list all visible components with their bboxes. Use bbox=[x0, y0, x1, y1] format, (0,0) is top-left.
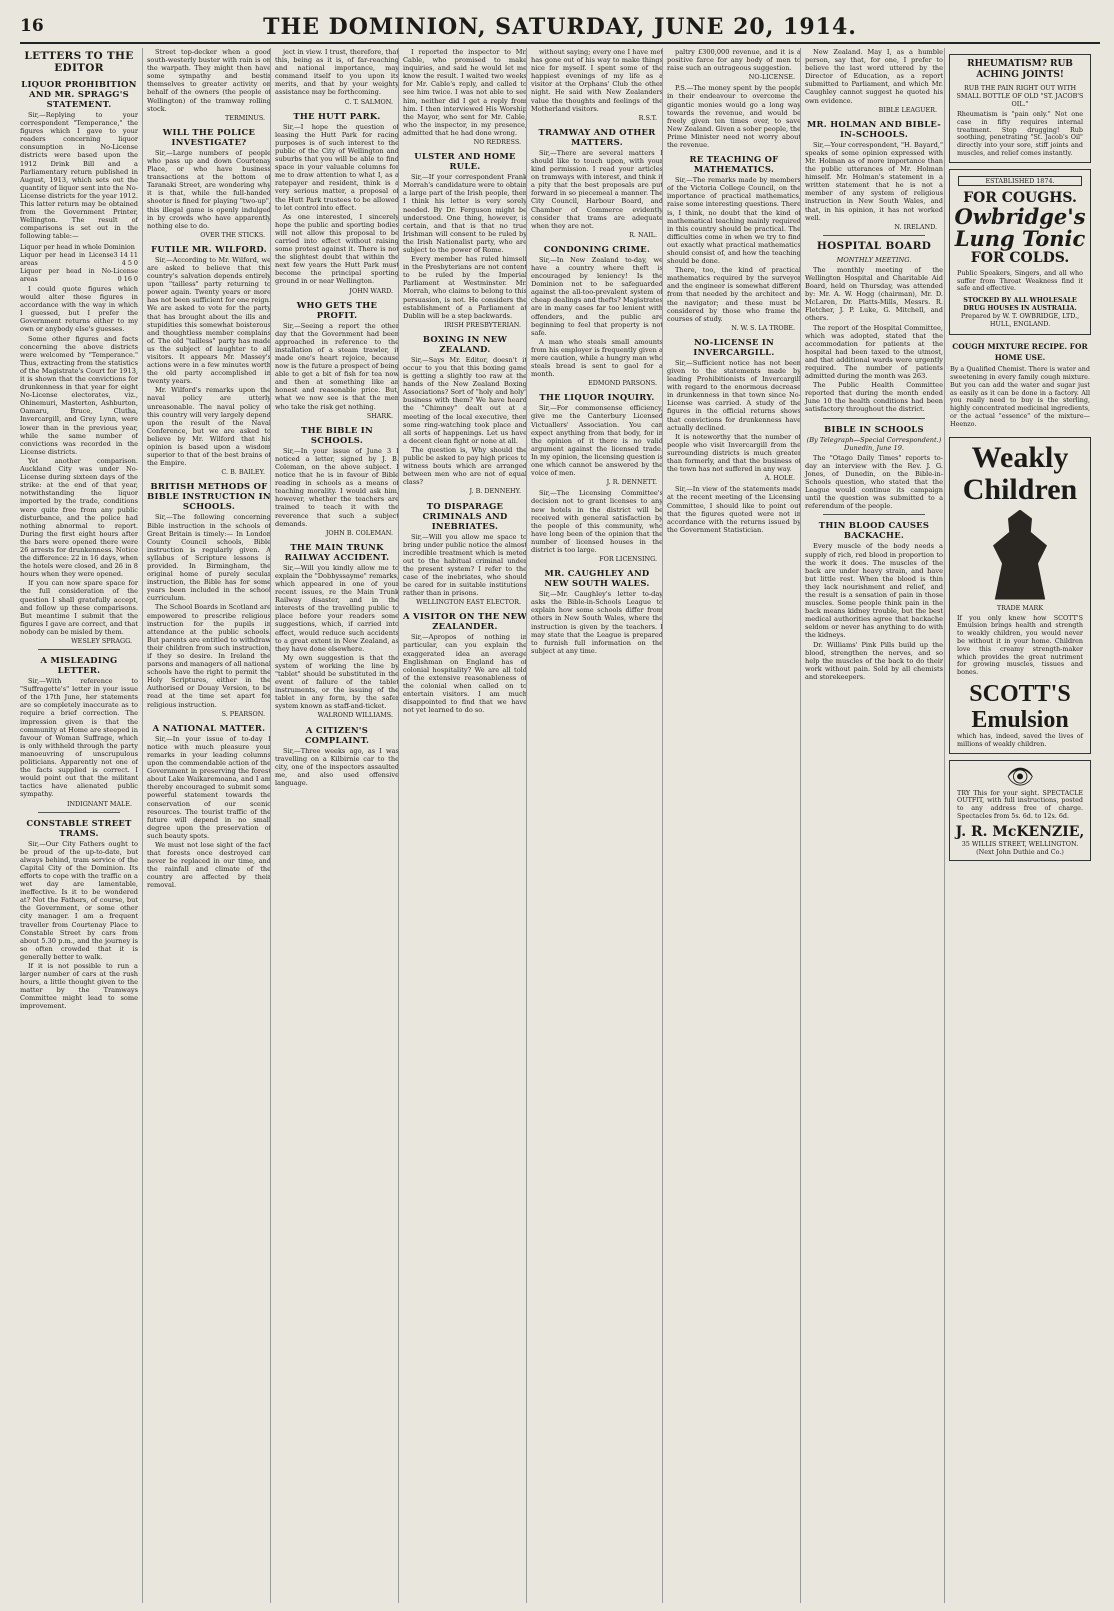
article-heading: A VISITOR ON THE NEW ZEALANDER. bbox=[403, 611, 527, 632]
section-title: LETTERS TO THE EDITOR bbox=[24, 50, 134, 74]
table-row: Liquor per head in whole Dominion 3 14 11 bbox=[20, 242, 138, 259]
paragraph: The monthly meeting of the Wellington Hospital and Charitable Aid Board, held on Thursday, was attended by: Mr. A. W. Hogg (chairman), Mr. D. McLaren, Dr. Platts-Mills, Messrs. R. Fletcher, J. P. Luke, G. Mitchell, and others. bbox=[805, 265, 943, 323]
article-heading: MR. HOLMAN AND BIBLE-IN-SCHOOLS. bbox=[806, 118, 942, 139]
ad-text: Prepared by W. T. OWBRIDGE, LTD., HULL, ENGLAND. bbox=[960, 312, 1080, 329]
paragraph: Sir,—If your correspondent Frank Morrah's candidature were to obtain a large part of the Irish people, then I think his letter is very sorely needed. By Dr. Ferguson might be understood. One thing, however, is certain, and that is that no true Irishman will consent to be ruled by the Irish Nationalist party, who are subject to the power of Rome. bbox=[403, 173, 527, 254]
paragraph: If it is not possible to run a larger number of cars at the rush hours, a little thought given to the matter by the Tramways Committee might lead to some improvement. bbox=[20, 962, 138, 1011]
divider bbox=[38, 812, 120, 813]
paragraph: P.S.—The money spent by the people in their endeavour to overcome the gigantic monies would go a long way towards the revenue, and would be freely given ten times over, to save New Zealand. Given a sober people, the Prime Minister need not worry about the revenue. bbox=[667, 84, 801, 150]
ad-for-colds: FOR COLDS. bbox=[970, 249, 1070, 266]
ad-optician-name: J. R. McKENZIE, bbox=[955, 823, 1085, 840]
trade-mark-label: TRADE MARK bbox=[996, 603, 1044, 612]
brand-name: Owbridge's Lung Tonic bbox=[954, 203, 1086, 251]
article-heading: WHO GETS THE PROFIT. bbox=[296, 299, 378, 320]
ad-title: Weakly Children bbox=[962, 440, 1078, 506]
signature: OVER THE STICKS. bbox=[200, 230, 265, 239]
paragraph: I reported the inspector to Mr. Cable, who promised to make inquiries, and said he would let me know the result. I waited two weeks for Mr. Cable's reply, and called to see him twice. I was not able to see him, neither did I get a reply from him. I then interviewed His Worship the Mayor, who sent for Mr. Cable, who the inspector, in my presence, admitted that he had done wrong. bbox=[403, 48, 527, 137]
paragraph: Every muscle of the body needs a supply of rich, red blood in proportion to the work it does. The muscles of the back are under heavy strain, and have but little rest. When the blood is thin they lack nourishment and relief, and the result is a sensation of pain in those muscles. Some people think pain in the back means kidney trouble, but the best medical authorities agree that backache seldom or never has anything to do with the kidneys. bbox=[805, 542, 943, 640]
article-heading: THE BIBLE IN SCHOOLS. bbox=[301, 424, 373, 445]
paragraph: I could quote figures which would alter these figures in accordance with the way in which I guessed, but I prefer the Government returns either to my own or anybody else's guesses. bbox=[20, 284, 138, 334]
divider bbox=[823, 418, 925, 419]
eye-icon: 👁 bbox=[1006, 764, 1034, 790]
signature: WALROND WILLIAMS. bbox=[317, 711, 393, 720]
ad-title: RHEUMATISM? RUB ACHING JOINTS! bbox=[967, 59, 1073, 80]
advertisement-column bbox=[944, 48, 1095, 1603]
paragraph: Sir,—Your correspondent, "H. Bayard," speaks of some opinion expressed with Mr. Holman as of more importance than the public utterances of Mr. Holman himself. Mr. Holman's statement in a written statement that he is not a member of any system of religious instruction in New South Wales, and that, in his opinion, it has not worked well. bbox=[805, 140, 943, 222]
rheumatism-ad bbox=[949, 54, 1091, 163]
paragraph: Sir,—There are several matters I should like to touch upon, with your kind permission. I read your articles on tramways with interest, and think it a pity that the best proposals are put forward in so piecemeal a manner. The City Council, Harbour Board, and Chamber of Commerce evidently consider that trams are adequate when they are not. bbox=[531, 148, 663, 230]
table-row: Liquor per head in No-License areas 0 16 0 bbox=[20, 266, 138, 283]
article-heading: ULSTER AND HOME RULE. bbox=[414, 151, 516, 172]
paragraph: without saying; every one I have met has gone out of his way to make things nice for myself. I spent some of the happiest evenings of my life as a visitor at the Orphans' Club the other night. He said with New Zealanders value the thoughts and feelings of the Motherland visitors. bbox=[531, 48, 663, 113]
paragraph: Sir,—For commonsense efficiency, give me the Canterbury Licensed Victuallers' Association. You can expect anything from that body, for in the opinion of it there is no valid argument against the licensed trade. In my opinion, the licensing question is one which cannot be answered by the voice of men. bbox=[531, 404, 663, 478]
paragraph: Sir,—Will you allow me space to bring under public notice the almost incredible treatment which is meted out to the habitual criminal under the present system? I refer to the case of the inebriates, who should be cared for in suitable institutions rather than in prisons. bbox=[403, 532, 527, 598]
signature: J. R. DENNETT. bbox=[606, 478, 657, 487]
paragraph: ject in view. I trust, therefore, that this, being as it is, of far-reaching and national importance, may command itself to you upon its merits, and that by your weighty assistance may be forthcoming. bbox=[275, 48, 399, 97]
column-3 bbox=[270, 48, 399, 1603]
signature: NO REDRESS. bbox=[473, 138, 521, 147]
paragraph: Sir,—Replying to your correspondent "Temperance," the figures which I gave to your readers concerning liquor consumption in No-License districts were based upon the 1912 Drink Bill and a Parliamentary return published in August, 1913, which sets out the quantity of liquor sent into the No-License districts for the year 1912. This latter return may be obtained from the Government Printer, Wellington. The result of comparisons is set out in the following table:— bbox=[20, 111, 138, 241]
paragraph: Sir,—In your issue of to-day I notice with much pleasure your remarks in your leading columns upon the commendable action of the Government in preserving the forest about Lake Waikaremoana, and I am thereby encouraged to submit some powerful statement towards the conservation of our scenic resources. The tourist traffic of the future will depend in no small degree upon the preservation of such beauty spots. bbox=[147, 734, 271, 840]
paragraph: Sir,—Mr. Caughley's letter to-day asks the Bible-in-Schools League to explain how some schools differ from others in New South Wales, where the instruction is given by the teachers. I may state that the League is prepared to furnish full information on the subject at any time. bbox=[531, 590, 663, 655]
paragraph: Sir,—The following concerning Bible instruction in the schools of Great Britain is timely:— In London County Council schools, Bible instruction is regularly given. A syllabus of Scripture lessons is provided. In Birmingham, the original home of purely secular instruction, the Bible has for some years been included in the school curriculum. bbox=[147, 513, 271, 603]
liquor-table bbox=[20, 243, 138, 283]
paragraph: It is noteworthy that the number of people who visit Invercargill from the surrounding districts is much greater than formerly, and that the business of the town has not suffered in any way. bbox=[667, 432, 801, 474]
paragraph: The Public Health Committee reported that during the month ended June 10 the health conditions had been satisfactory throughout the district. bbox=[805, 381, 943, 414]
paragraph: Sir,—In your issue of June 3 I noticed a letter, signed by J. B. Coleman, on the above subject. I notice that he is in favour of Bible reading in schools as a means of teaching morality. I would ask him, however, whether the teachers are trained to teach it with the reverence that such a subject demands. bbox=[275, 446, 399, 528]
paragraph: The report of the Hospital Committee, which was adopted, stated that the accommodation for patients at the hospital had been taxed to the utmost, and that additional wards were urgently required. The number of patients admitted during the month was 263. bbox=[805, 323, 943, 381]
article-heading: MR. CAUGHLEY AND NEW SOUTH WALES. bbox=[544, 568, 650, 589]
table-row: Liquor per head in License areas 4 5 0 bbox=[20, 250, 138, 267]
ad-address: (Next John Duthie and Co.) bbox=[976, 847, 1064, 856]
paragraph: Sir,—Apropos of nothing in particular, can you explain the exaggerated idea an average Englishman on England has of colonial hospitality? We are all told of the extensive reasonableness of the colonial when called on to entertain visitors. I am much disappointed to find that we have not yet learned to do so. bbox=[403, 633, 527, 715]
article-heading: BOXING IN NEW ZEALAND. bbox=[422, 333, 508, 354]
paragraph: Sir,—The Licensing Committee's decision not to grant licenses to any new hotels in the district will be received with general satisfaction by the people of this community, who have long been of the opinion that the number of licensed houses in the district is too large. bbox=[531, 489, 663, 554]
paragraph: If you can now spare space for the full consideration of the question I shall gratefully accept, and follow up these comparisons. But meantime I submit that the figures I gave are correct, and that nobody can be misled by them. bbox=[20, 579, 138, 636]
signature: JOHN B. COLEMAN. bbox=[325, 528, 393, 537]
article-heading: A CITIZEN'S COMPLAINT. bbox=[304, 724, 370, 745]
signature: EDMOND PARSONS. bbox=[588, 379, 657, 388]
signature: C. T. SALMON. bbox=[344, 97, 393, 106]
column-6 bbox=[662, 48, 801, 1603]
paragraph: We must not lose sight of the fact that forests once destroyed can never be replaced in our time, and the rainfall and climate of the country are affected by their removal. bbox=[147, 840, 271, 890]
paragraph: The question is, Why should the public be asked to pay high prices to witness bouts which are arranged between men who are not of equal class? bbox=[403, 445, 527, 487]
signature: BIBLE LEAGUER. bbox=[878, 105, 937, 114]
signature: IRISH PRESBYTERIAN. bbox=[444, 320, 521, 329]
signature: INDIGNANT MALE. bbox=[66, 799, 132, 808]
divider bbox=[38, 649, 120, 650]
brand-name: SCOTT'S Emulsion bbox=[969, 680, 1071, 733]
article-heading: HOSPITAL BOARD bbox=[816, 239, 932, 252]
signature: S. PEARSON. bbox=[221, 709, 265, 718]
signature: JOHN WARD. bbox=[349, 286, 393, 295]
ad-address: 35 WILLIS STREET, WELLINGTON. bbox=[961, 839, 1079, 848]
article-heading: WILL THE POLICE INVESTIGATE? bbox=[162, 126, 256, 147]
signature: J. B. DENNEHY. bbox=[469, 487, 521, 496]
column-7 bbox=[800, 48, 943, 1603]
owbridge-ad bbox=[949, 169, 1091, 335]
paragraph: Yet another comparison. Auckland City was under No-License during sixteen days of the strike: at the end of that year, notwithstanding the liquor imported by the trade, conditions were quite free from any public disturbance, and the police had nothing abnormal to report. During the first eight hours after the bars were opened there were 26 arrests for drunkenness. Notice the difference: 22 in 16 days, when the hotels were closed, and 26 in 8 hours when they were opened. bbox=[20, 456, 138, 579]
signature: N. IRELAND. bbox=[894, 222, 937, 231]
column-4 bbox=[398, 48, 527, 1603]
paragraph: Sir,—Our City Fathers ought to be proud of the up-to-date, but always behind, tram service of the Capital City of the Dominion. Its efforts to cope with the traffic on a wet day are lamentable, ineffective. Is it to be wondered at? Not the Fathers, of course, but the Government, or some other city manager. I am a frequent traveller from Courtenay Place to Constable Street by cars from about 5.30 p.m., and the journey is so often crowded that it is generally better to walk. bbox=[20, 839, 138, 961]
article-heading: RE TEACHING OF MATHEMATICS. bbox=[689, 154, 779, 175]
fisherman-trademark-icon bbox=[990, 510, 1050, 600]
paragraph: Sir,—I hope the question of leasing the Hutt Park for racing purposes is of such interest to the public of the City of Wellington and suburbs that you will be able to find space in your valuable columns for me to draw attention to what I, as a ratepayer and resident, think is a very serious matter, a proposal of the Hutt Park trustees to be allowed to let control into effect. bbox=[275, 122, 399, 212]
paragraph: Mr. Wilford's remarks upon the naval policy are utterly unreasonable. The naval policy of this country will very largely depend upon the result of the Naval Conference, but we are asked to believe by Mr. Wilford that his opinion is based upon a wisdom superior to that of the best brains of the Empire. bbox=[147, 386, 271, 468]
paragraph: Some other figures and facts concerning the above districts were welcomed by "Temperance." Thus, extracting from the statistics of the Magistrate's Court for 1913, it is shown that the convictions for drunkenness in that year for eight No-License electorates, viz., Ohinemuri, Masterton, Ashburton, Oamaru, Bruce, Clutha, Invercargill, and Grey Lynn, were lower than in the previous year, while the same number of convictions was recorded in the License districts. bbox=[20, 334, 138, 456]
page-number: 16 bbox=[20, 16, 44, 36]
article-heading: THE MAIN TRUNK RAILWAY ACCIDENT. bbox=[284, 541, 390, 562]
signature: TERMINUS. bbox=[225, 113, 265, 122]
paragraph: There, too, the kind of practical mathematics required by the surveyor and the engineer is somewhat different from that needed by the architect and the navigator; and these must be considered by those who frame the courses of study. bbox=[667, 266, 801, 323]
paragraph: A man who steals small amounts from his employer is frequently given a mere caution, while a hungry man who steals bread is sent to gaol for a month. bbox=[531, 337, 663, 379]
article-heading: CONDONING CRIME. bbox=[543, 243, 651, 254]
ad-text: Rheumatism is "pain only." Not one case in fifty requires internal treatment. Stop drugging! Rub soothing, penetrating "St. Jacob's Oil" directly into your sore, stiff joints and muscles, and relief comes instantly. bbox=[957, 110, 1083, 157]
paragraph: Sir,—In view of the statements made at the recent meeting of the Licensing Committee, I should like to point out that the figures quoted were not in accordance with the returns issued by the Government Statistician. bbox=[667, 485, 801, 534]
article-heading: FUTILE MR. WILFORD. bbox=[151, 243, 267, 254]
signature: WELLINGTON EAST ELECTOR. bbox=[416, 598, 521, 607]
paragraph: The School Boards in Scotland are empowered to prescribe religious instruction for the pupils in attendance at the public schools. But parents are entitled to withdraw their children from such instruction, if they so desire. In Ireland the parsons and managers of all national schools have the right to permit the Holy Scriptures, either in the Authorised or Douay Version, to be read at the time set apart for religious instruction. bbox=[147, 603, 271, 709]
paragraph: Sir,—Sufficient notice has not been given to the statements made by leading Prohibitionists of Invercargill with regard to the enormous decrease in drunkenness in that town since No-License was carried. A study of the figures in the official returns shows that convictions for drunkenness have actually declined. bbox=[667, 358, 801, 432]
paragraph: Sir,—Says Mr. Editor, doesn't it occur to you that this boxing game is getting a slightly too raw at the hands of the New Zealand Boxing Associations? Sort of "holy and holy" business with them? We have heard the "Chimney" dealt out at a meeting of the local executive, then some ring-watching took place and all sorts of happenings. Let us have a decent clean fight or none at all. bbox=[403, 355, 527, 445]
signature: R.S.T. bbox=[638, 113, 657, 122]
signature: SHARK. bbox=[366, 411, 393, 420]
spectacles-ad bbox=[949, 760, 1091, 861]
signature: N. W. S. LA TROBE. bbox=[731, 323, 795, 332]
signature: NO-LICENSE. bbox=[748, 73, 795, 82]
signature: R. NAIL. bbox=[629, 230, 657, 239]
ad-text: If you only knew how SCOTT'S Emulsion brings health and strength to weakly children, you would never be without it in your home. Children love this creamy strength-maker which provides the great nutriment for growing muscles, tissues and bones. bbox=[957, 613, 1083, 677]
article-subheading: MONTHLY MEETING. bbox=[836, 255, 912, 264]
article-heading: TO DISPARAGE CRIMINALS AND INEBRIATES. bbox=[422, 500, 508, 531]
article-heading: BIBLE IN SCHOOLS bbox=[824, 423, 924, 434]
paragraph: New Zealand. May I, as a humble person, say that, for one, I prefer to believe the last word uttered by the Director of Education, as a report submitted to Parliament, and which Mr. Caughley cannot suggest he quoted his own evidence. bbox=[805, 48, 943, 105]
article-heading: BRITISH METHODS OF BIBLE INSTRUCTION IN SCHOOLS. bbox=[147, 481, 271, 512]
ad-subtitle: RUB THE PAIN RIGHT OUT WITH SMALL BOTTLE OF OLD "ST. JACOB'S OIL." bbox=[956, 84, 1084, 108]
signature: C. B. BAILEY. bbox=[221, 468, 265, 477]
ad-established: ESTABLISHED 1874. bbox=[958, 176, 1082, 186]
paragraph: Sir,—According to Mr. Wilford, we are asked to believe that this country's salvation depends entirely upon "tailless" party returning to power again. Twenty years or more has not been sufficient for one reign. We are asked to vote for the party that has brought about the ills and stupidities this somewhat boisterous and thoughtless member complains of. The old "tailless" party has made us the subject of laughter to all visitors. It appears Mr. Massey's actions were in a few minutes worth the old party accomplished in twenty years. bbox=[147, 255, 271, 386]
column-1 bbox=[20, 48, 138, 1603]
paragraph: paltry £300,000 revenue, and it is a positive farce for any body of men to raise such an outrageous suggestion. bbox=[667, 48, 801, 73]
article-heading: LIQUOR PROHIBITION AND MR. SPRAGG'S STATEMENT. bbox=[21, 79, 137, 109]
ad-title: COUGH MIXTURE RECIPE. FOR HOME USE. bbox=[952, 342, 1088, 363]
recipe-ad bbox=[945, 341, 1095, 428]
article-heading: THE HUTT PARK. bbox=[293, 110, 381, 121]
article-heading: NO-LICENSE IN INVERCARGILL. bbox=[693, 336, 775, 357]
article-heading: THE LIQUOR INQUIRY. bbox=[539, 392, 655, 403]
paragraph: Sir,—In New Zealand to-day, we have a country where theft is encouraged by leniency! Is the Dominion not to be safeguarded against the all-too-prevalent system of cheap dealings and thefts? Magistrates are in many cases far too lenient with offenders, and the public are beginning to feel that property is not safe. bbox=[531, 255, 663, 337]
paragraph: Dr. Williams' Pink Pills build up the blood, strengthen the nerves, and so help the muscles of the back to do their work without pain. Sold by all chemists and storekeepers. bbox=[805, 640, 943, 681]
article-heading: A MISLEADING LETTER. bbox=[40, 655, 118, 676]
paragraph: My own suggestion is that the system of working the line by "tablet" should be substituted in the event of failure of the tablet instruments, or the issuing of the tablet in any form, by the safer system known as staff-and-ticket. bbox=[275, 653, 399, 711]
paragraph: Sir,—The remarks made by members of the Victoria College Council, on the importance of practical mathematics, raise some interesting questions. There is, I think, no doubt that the kind of mathematical teaching mainly required in this country should be practical. The difficulties come in when we try to find out exactly what practical mathematics should consist of, and how the teaching should be done. bbox=[667, 176, 801, 266]
article-heading: A NATIONAL MATTER. bbox=[152, 722, 266, 733]
paragraph: Street top-decker when a good south-westerly buster with rain is on the warpath. They might then have some sympathy and bestir themselves to greater activity on behalf of the owners (the people of Wellington) of the tramway rolling stock. bbox=[147, 48, 271, 113]
signature: FOR LICENSING. bbox=[599, 555, 657, 564]
ad-text: Public Speakers, Singers, and all who suffer from Throat Weakness find it safe and effective. bbox=[957, 268, 1083, 293]
paragraph: As one interested, I sincerely hope the public and sporting bodies will not allow this proposal to be carried into effect without raising some protest against it. There is not the slightest doubt that within the next few years the Hutt Park must become the principal sporting ground in or near Wellington. bbox=[275, 212, 399, 286]
paragraph: The "Otago Daily Times" reports to-day an interview with the Rev. J. G. Jones, of Dunedin, on the Bible-in-Schools question, who stated that the League would continue its campaign until the question was submitted to a referendum of the people. bbox=[805, 453, 943, 511]
ad-text: which has, indeed, saved the lives of millions of weakly children. bbox=[957, 731, 1083, 748]
newspaper-title: THE DOMINION, SATURDAY, JUNE 20, 1914. bbox=[263, 14, 857, 40]
paragraph: Every member has ruled himself in the Presbyterians are not content to be ruled by the Imperial Parliament at Westminster. Mr. Morrah, who claims to belong to this persuasion, is not. He considers the establishment of a Parliament at Dublin will be a step backwards. bbox=[403, 255, 527, 320]
scotts-ad bbox=[949, 437, 1091, 754]
divider bbox=[823, 514, 925, 515]
ad-text: By a Qualified Chemist. There is water and sweetening in every family cough mixture. But you can add the water and sugar just as easily as it can be done in a factory. All you really need to buy is the sterling, highly concentrated medicinal ingredients, or the actual "essence" of the mixture—Heenzo. bbox=[950, 365, 1090, 428]
ad-for-coughs: FOR COUGHS. bbox=[963, 189, 1077, 206]
paragraph: Sir,—With reference to "Suffragette's" letter in your issue of the 17th June, her statements are so completely inaccurate as to require a brief correction. The impression given is that the community at Home are steeped in favour of Woman Suffrage, which is only withheld through the party manoeuvring of unscrupulous politicians. Apparently not one of the facts supplied is correct. I would point out that the militant tactics have alienated public sympathy. bbox=[20, 677, 138, 799]
column-5 bbox=[526, 48, 663, 1603]
signature: A. HOLE. bbox=[764, 474, 795, 483]
article-heading: TRAMWAY AND OTHER MATTERS. bbox=[538, 126, 656, 147]
masthead bbox=[20, 16, 1100, 44]
article-subheading: (By Telegraph—Special Correspondent.) Dunedin, June 19. bbox=[806, 435, 942, 452]
ad-text: STOCKED BY ALL WHOLESALE DRUG HOUSES IN AUSTRALIA. bbox=[963, 296, 1077, 313]
article-heading: CONSTABLE STREET TRAMS. bbox=[26, 817, 132, 838]
signature: WESLEY SPRAGG. bbox=[71, 637, 132, 645]
column-2 bbox=[142, 48, 271, 1603]
ad-text: TRY This for your sight. SPECTACLE OUTFIT, with full instructions, posted to any address free of charge. Spectacles from 5s. 6d. to 12s. 6d. bbox=[957, 788, 1083, 820]
paragraph: Sir,—Seeing a report the other day that the Government had been approached in reference to the installation of a steam trawler, it made one's heart rejoice, because now is the future a prospect of being able to get a bit of fish for tea now and then at something like an honest and reasonable price. But, what we now see is that the men who take the risk get nothing. bbox=[275, 321, 399, 411]
paragraph: Sir,—Three weeks ago, as I was travelling on a Kilbirnie car to the city, one of the inspectors assaulted me, and also used offensive language. bbox=[275, 746, 399, 787]
article-heading: THIN BLOOD CAUSES BACKACHE. bbox=[818, 520, 930, 541]
paragraph: Sir,—Will you kindly allow me to explain the "Dobbyssayme" remarks, which appeared in one of your recent issues, re the Main Trunk Railway disaster, and in the interests of the travelling public to place before your readers some suggestions, which, if carried into effect, would reduce such accidents to a great extent in New Zealand, as they have done elsewhere. bbox=[275, 563, 399, 653]
paragraph: Sir,—Large numbers of people who pass up and down Courtenay Place, or who have business transactions at the bottom of Taranaki Street, are wondering why it is that, while the full-handed shooter is fined for playing "two-up", this illegal game is openly indulged in by crowds who have apparently nothing else to do. bbox=[147, 148, 271, 230]
divider bbox=[823, 235, 925, 236]
